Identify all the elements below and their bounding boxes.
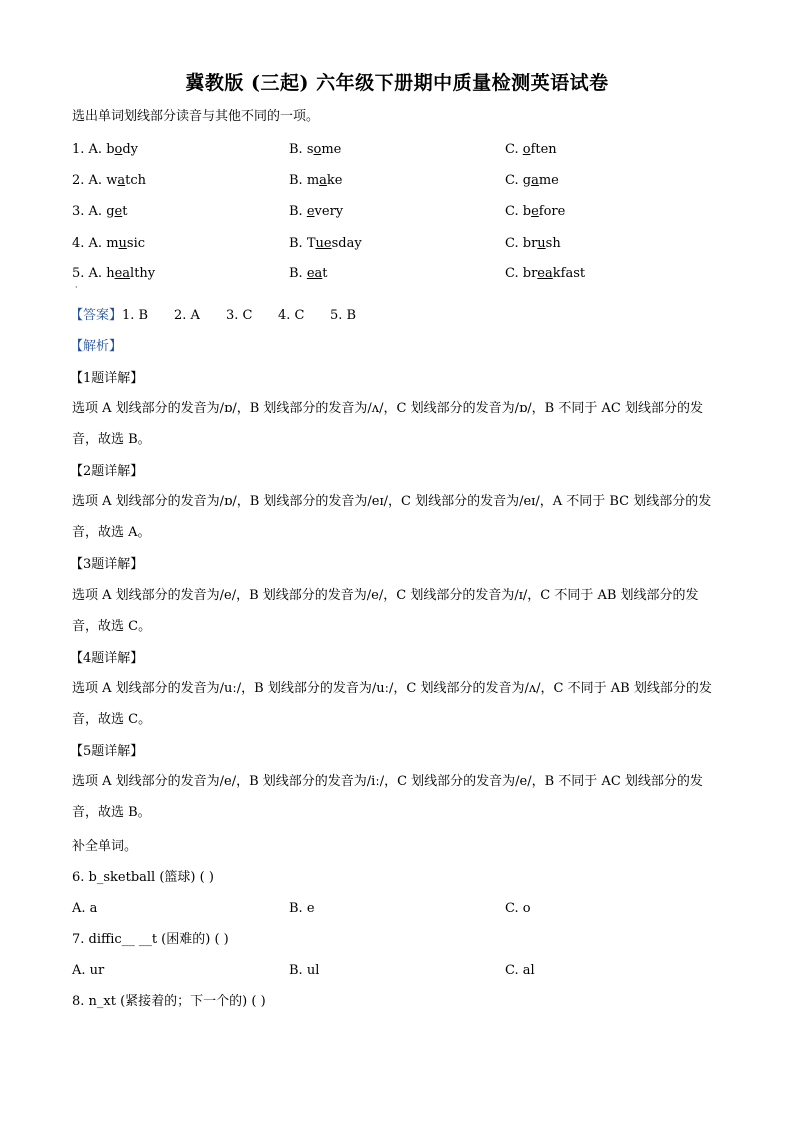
answer-item: 5. B [330,308,357,323]
option-a: 3. A. get [72,204,128,219]
answer-item: 2. A [174,308,200,323]
option-b: B. make [289,173,343,188]
option-c: C. before [505,204,566,219]
detail-heading-2: 【2题详解】 [70,464,144,479]
detail-text-3: 选项 A 划线部分的发音为/e/，B 划线部分的发音为/e/，C 划线部分的发音为/ɪ/，C 不同于 AB 划线部分的发音，故选 C。 [72,588,699,634]
option-b: B. every [289,204,344,219]
option-a: A. a [72,901,98,916]
detail-text-4: 选项 A 划线部分的发音为/uː/，B 划线部分的发音为/uː/，C 划线部分的发音为/ʌ/，C 不同于 AB 划线部分的发音，故选 C。 [72,681,712,727]
option-c: C. brush [505,236,561,251]
answer-item: 3. C [226,308,253,323]
option-b: B. e [289,901,315,916]
analysis-label: 【解析】 [70,339,123,354]
option-a: A. ur [72,963,105,978]
option-c: C. often [505,142,557,157]
detail-heading-3: 【3题详解】 [70,557,144,572]
detail-heading-1: 【1题详解】 [70,371,144,386]
answer-item: 1. B [122,308,149,323]
option-a: 4. A. music [72,236,146,251]
question-7-stem: 7. diffic__ __t (困难的) ( ) [72,932,229,947]
page-title: 冀教版 (三起) 六年级下册期中质量检测英语试卷 [185,72,609,94]
question-6-stem: 6. b_sketball (篮球) ( ) [72,870,214,885]
section1-instruction: 选出单词划线部分读音与其他不同的一项。 [72,109,320,124]
option-c: C. breakfast [505,266,586,281]
answer-line [70,307,356,325]
answer-label: 【答案】 [70,308,123,323]
option-c: C. al [505,963,535,978]
option-c: C. o [505,901,531,916]
option-b: B. eat [289,266,328,281]
detail-heading-5: 【5题详解】 [70,744,144,759]
detail-text-5: 选项 A 划线部分的发音为/e/，B 划线部分的发音为/iː/，C 划线部分的发音为/e/，B 不同于 AC 划线部分的发音，故选 B。 [72,774,703,820]
detail-text-2: 选项 A 划线部分的发音为/ɒ/，B 划线部分的发音为/eɪ/，C 划线部分的发音为/eɪ/，A 不同于 BC 划线部分的发音，故选 A。 [72,494,712,540]
answer-item: 4. C [278,308,305,323]
option-b: B. Tuesday [289,236,362,251]
option-a: 2. A. watch [72,173,146,188]
question-8-stem: 8. n_xt (紧接着的；下一个的) ( ) [72,994,266,1009]
stray-dot: · [75,283,78,292]
option-b: B. some [289,142,342,157]
section2-instruction: 补全单词。 [72,839,138,854]
option-a: 5. A. healthy [72,266,156,281]
option-c: C. game [505,173,559,188]
detail-heading-4: 【4题详解】 [70,651,144,666]
detail-text-1: 选项 A 划线部分的发音为/ɒ/，B 划线部分的发音为/ʌ/，C 划线部分的发音为/ɒ/，B 不同于 AC 划线部分的发音，故选 B。 [72,401,703,447]
option-a: 1. A. body [72,142,139,157]
option-b: B. ul [289,963,320,978]
